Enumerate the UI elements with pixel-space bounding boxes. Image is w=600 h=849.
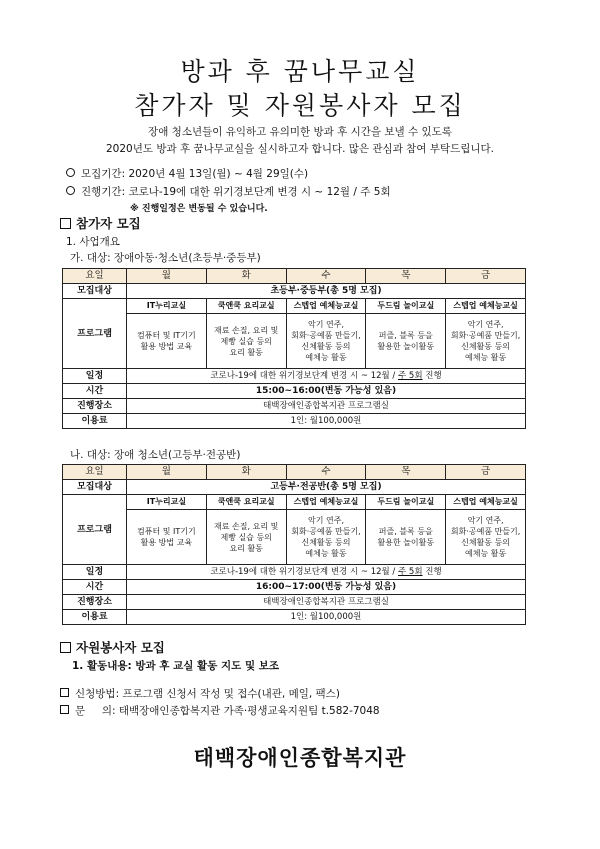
class-description: 악기 연주, 회화·공예품 만들기, 신체활동 등의 예체능 활동	[446, 510, 526, 565]
row-label: 모집대상	[63, 284, 127, 299]
title-line-2: 참가자 및 자원봉사자 모집	[134, 91, 466, 120]
day-header: 월	[127, 269, 207, 284]
day-header: 요일	[63, 269, 127, 284]
fee-text: 1인: 월100,000원	[127, 414, 526, 429]
schedule-text: 코로나-19에 대한 위기경보단계 변경 시 ~ 12월 / 주 5회 진행	[127, 565, 526, 580]
table-header-row	[63, 465, 526, 480]
recruit-target: 고등부·전공반(총 5명 모집)	[127, 480, 526, 495]
schedule-table-a	[62, 268, 526, 429]
volunteer-item: 1. 활동내용: 방과 후 교실 활동 지도 및 보조	[72, 660, 280, 672]
day-header: 요일	[63, 465, 127, 480]
table-row	[63, 480, 526, 495]
class-description: 퍼즐, 블록 등을 활용한 놀이활동	[366, 510, 446, 565]
class-name: IT누리교실	[127, 495, 207, 510]
inquiry: 문 의: 태백장애인종합복지관 가족·평생교육지원팀 t.582-7048	[60, 703, 380, 718]
day-header: 월	[127, 465, 207, 480]
schedule-note: ※ 진행일정은 변동될 수 있습니다.	[130, 204, 268, 214]
row-label: 진행장소	[63, 595, 127, 610]
day-header: 목	[366, 269, 446, 284]
table-header-row	[63, 269, 526, 284]
row-label: 일정	[63, 565, 127, 580]
volunteer-heading: 자원봉사자 모집	[60, 638, 165, 656]
class-name: 쿡앤쿡 요리교실	[206, 299, 286, 314]
class-description: 악기 연주, 회화·공예품 만들기, 신체활동 등의 예체능 활동	[446, 314, 526, 369]
group-b-target: 나. 대상: 장애 청소년(고등부·전공반)	[70, 449, 241, 461]
group-a-target: 가. 대상: 장애아동·청소년(초등부·중등부)	[70, 252, 261, 264]
table-row	[63, 495, 526, 510]
class-name: 두드림 놀이교실	[366, 299, 446, 314]
class-name: 스텝업 예체능교실	[446, 495, 526, 510]
day-header: 금	[446, 465, 526, 480]
row-label: 일정	[63, 369, 127, 384]
day-header: 수	[286, 465, 366, 480]
class-name: 스텝업 예체능교실	[286, 495, 366, 510]
row-label: 진행장소	[63, 399, 127, 414]
checkbox-square-icon	[60, 218, 71, 229]
recruit-target: 초등부·중등부(총 5명 모집)	[127, 284, 526, 299]
table-row	[63, 580, 526, 595]
table-row	[63, 284, 526, 299]
overview-heading: 1. 사업개요	[66, 236, 120, 248]
checkbox-square-icon	[60, 642, 71, 653]
recruit-period: 모집기간: 2020년 4월 13일(월) ~ 4월 29일(수)	[66, 166, 308, 181]
row-label: 이용료	[63, 414, 127, 429]
schedule-text: 코로나-19에 대한 위기경보단계 변경 시 ~ 12월 / 주 5회 진행	[127, 369, 526, 384]
table-row	[63, 595, 526, 610]
time-text: 15:00~16:00(변동 가능성 있음)	[127, 384, 526, 399]
row-label: 프로그램	[63, 299, 127, 369]
table-row	[63, 414, 526, 429]
run-period: 진행기간: 코로나-19에 대한 위기경보단계 변경 시 ~ 12월 / 주 5회	[66, 184, 391, 199]
class-name: 스텝업 예체능교실	[286, 299, 366, 314]
intro-line-2: 2020년도 방과 후 꿈나무교실을 실시하고자 합니다. 많은 관심과 참여 부탁드립니다.	[105, 143, 494, 155]
class-description: 악기 연주, 회화·공예품 만들기, 신체활동 등의 예체능 활동	[286, 510, 366, 565]
place-text: 태백장애인종합복지관 프로그램실	[127, 595, 526, 610]
day-header: 목	[366, 465, 446, 480]
time-text: 16:00~17:00(변동 가능성 있음)	[127, 580, 526, 595]
fee-text: 1인: 월100,000원	[127, 610, 526, 625]
row-label: 시간	[63, 580, 127, 595]
day-header: 화	[206, 465, 286, 480]
table-row	[63, 384, 526, 399]
class-description: 재료 손질, 요리 및 제빵 실습 등의 요리 활동	[206, 314, 286, 369]
table-row	[63, 299, 526, 314]
row-label: 모집대상	[63, 480, 127, 495]
circle-bullet-icon	[66, 168, 75, 177]
class-name: 쿡앤쿡 요리교실	[206, 495, 286, 510]
class-description: 컴퓨터 및 IT기기 활용 방법 교육	[127, 510, 207, 565]
day-header: 수	[286, 269, 366, 284]
class-name: IT누리교실	[127, 299, 207, 314]
table-row	[63, 369, 526, 384]
table-row	[63, 510, 526, 565]
apply-method: 신청방법: 프로그램 신청서 작성 및 접수(내관, 메일, 팩스)	[60, 686, 340, 701]
table-row	[63, 314, 526, 369]
title-line-1: 방과 후 꿈나무교실	[180, 57, 420, 86]
circle-bullet-icon	[66, 186, 75, 195]
row-label: 이용료	[63, 610, 127, 625]
row-label: 시간	[63, 384, 127, 399]
participants-heading: 참가자 모집	[60, 214, 141, 232]
class-description: 컴퓨터 및 IT기기 활용 방법 교육	[127, 314, 207, 369]
square-bullet-icon	[60, 688, 69, 697]
class-description: 재료 손질, 요리 및 제빵 실습 등의 요리 활동	[206, 510, 286, 565]
class-name: 스텝업 예체능교실	[446, 299, 526, 314]
place-text: 태백장애인종합복지관 프로그램실	[127, 399, 526, 414]
schedule-table-b	[62, 464, 526, 625]
class-description: 악기 연주, 회화·공예품 만들기, 신체활동 등의 예체능 활동	[286, 314, 366, 369]
table-row	[63, 565, 526, 580]
organization-name: 태백장애인종합복지관	[193, 746, 407, 770]
square-bullet-icon	[60, 705, 69, 714]
class-name: 두드림 놀이교실	[366, 495, 446, 510]
table-row	[63, 399, 526, 414]
intro-line-1: 장애 청소년들이 유익하고 유의미한 방과 후 시간을 보낼 수 있도록	[148, 126, 452, 138]
day-header: 화	[206, 269, 286, 284]
class-description: 퍼즐, 블록 등을 활용한 놀이활동	[366, 314, 446, 369]
row-label: 프로그램	[63, 495, 127, 565]
table-row	[63, 610, 526, 625]
day-header: 금	[446, 269, 526, 284]
